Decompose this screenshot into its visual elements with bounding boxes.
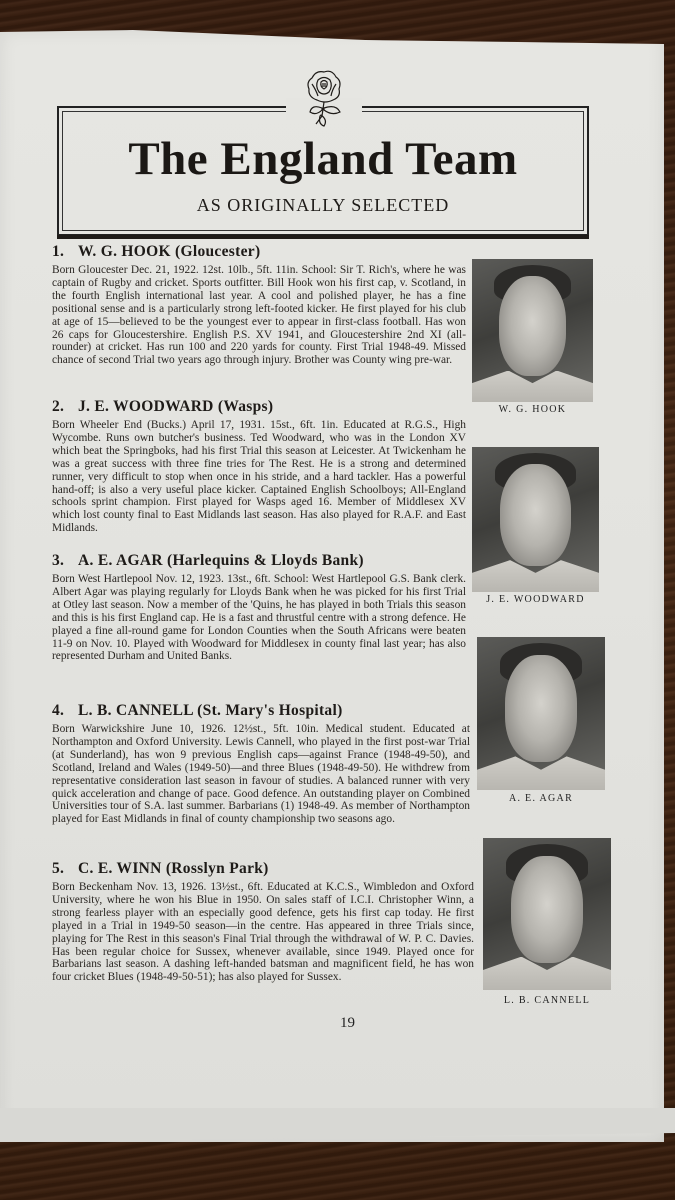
player-heading: [52, 702, 470, 720]
player-number: 3.: [52, 552, 65, 569]
page-subtitle: AS ORIGINALLY SELECTED: [196, 195, 450, 215]
page-title: The England Team: [128, 133, 518, 185]
player-bio: Born West Hartlepool Nov. 12, 1923. 13st., 6ft. School: West Hartlepool G.S. Bank clerk. Albert Agar was playing regularly for Lloyds Bank when he was picked for his first Trial at Otley last season. Now a member of the 'Quins, he has played in both Trials this season and this is his first England cap. He is a fast and thrustful centre with a strong defence. He played a fine all-round game for London Counties when the South Africans were beaten 11-9 on Nov. 10. Played with Woodward for Middlesex in county final last year; has also represented Durham and United Banks.: [52, 573, 466, 663]
player-name: W. G. HOOK (Gloucester): [78, 243, 261, 260]
photo-caption: A. E. AGAR: [508, 793, 574, 804]
player-name: J. E. WOODWARD (Wasps): [78, 398, 274, 415]
frame-bottom-rule: [57, 235, 589, 239]
player-bio: Born Beckenham Nov. 13, 1926. 13½st., 6ft. Educated at K.C.S., Wimbledon and Oxford University, where he won his Blue in 1950. On sales staff of I.C.I. Christopher Winn, a strong fearless player with an especially good defence, gets his first cap today. He first played in a Trial in 1949-50 season—in the centre. Has appeared in three Trials since, playing for The Rest in this season's Final Trial through the withdrawal of W. P. C. Davies. Has been regular choice for Sussex, whenever available, since 1949. Played once for Barbarians last season. A dashing left-handed batsman and magnificent field, he has won four cricket Blues (1948-49-50-51); has also played for Sussex.: [52, 881, 474, 984]
player-name: A. E. AGAR (Harlequins & Lloyds Bank): [78, 552, 364, 569]
photo-caption: L. B. CANNELL: [503, 995, 591, 1006]
player-number: 2.: [52, 398, 65, 415]
player-number: 4.: [52, 702, 65, 719]
player-photo-hook: [472, 259, 593, 402]
player-bio: Born Gloucester Dec. 21, 1922. 12st. 10lb., 5ft. 11in. School: Sir T. Rich's, where he was captain of Rugby and cricket. Sports outfitter. Bill Hook won his first cap, v. Scotland, in the fourth English international last year. A cool and polished player, he has a fine positional sense and is a particularly strong left-footed kicker. He first played for his club at age of 15—believed to be the youngest ever to appear in first-class football. Has won 26 caps for Gloucestershire. English P.S. XV 1941, and Gloucestershire 2nd XI (all-rounder) at cricket. Has run 100 and 220 yards for county. First Trial 1948-49. Missed chance of second Trial two years ago through injury. Brother was County wing pre-war.: [52, 264, 466, 367]
player-entry: [52, 398, 466, 535]
player-photo-agar: [477, 637, 605, 790]
page-number: 19: [340, 1015, 355, 1031]
player-number: 5.: [52, 860, 65, 877]
player-heading: [52, 552, 466, 570]
player-photo-cannell: [483, 838, 611, 990]
photo-caption: J. E. WOODWARD: [486, 594, 585, 605]
player-bio: Born Warwickshire June 10, 1926. 12½st., 5ft. 10in. Medical student. Educated at Northampton and Oxford University. Lewis Cannell, who played in the first post-war Trial (at Sunderland), has won 9 previous English caps—against France (1948-49-50), and Scotland, Ireland and Wales (1949-50)—and three Blues (1948-49-50). He withdrew from representative consideration last season in favour of studies. A balanced runner with very quick acceleration and change of pace. Good defence. An outstanding player on Combined Universities tour of S.A. last summer. Barbarians (1) 1948-49. As member of Northampton played for East Midlands in final of county championship two seasons ago.: [52, 723, 470, 826]
player-entry: [52, 702, 470, 826]
player-bio: Born Wheeler End (Bucks.) April 17, 1931. 15st., 6ft. 1in. Educated at R.G.S., High Wycombe. Runs own butcher's business. Ted Woodward, who was in the London XV which beat the Springboks, had his first Trial this season at Leicester. At Twickenham he was a great success with three fine tries for The Rest. He is a strong and determined runner, very difficult to stop when once in his stride, and a hard tackler. Has a powerful hand-off; is also a very useful place kicker. Captained English Schoolboys; All-England schools sprint champion. First played for Wasps aged 16. Member of Middlesex XV which lost county final to East Midlands last season. Has also played for R.A.F. and East Midlands.: [52, 419, 466, 535]
player-heading: [52, 860, 474, 878]
player-heading: [52, 398, 466, 416]
player-entry: [52, 860, 474, 984]
player-entry: [52, 552, 466, 663]
player-entry: [52, 243, 466, 367]
player-heading: [52, 243, 466, 261]
player-photo-woodward: [472, 447, 599, 592]
rose-emblem-icon: [298, 68, 350, 130]
player-name: C. E. WINN (Rosslyn Park): [78, 860, 269, 877]
photo-caption: W. G. HOOK: [498, 404, 567, 415]
player-number: 1.: [52, 243, 65, 260]
player-name: L. B. CANNELL (St. Mary's Hospital): [78, 702, 343, 719]
